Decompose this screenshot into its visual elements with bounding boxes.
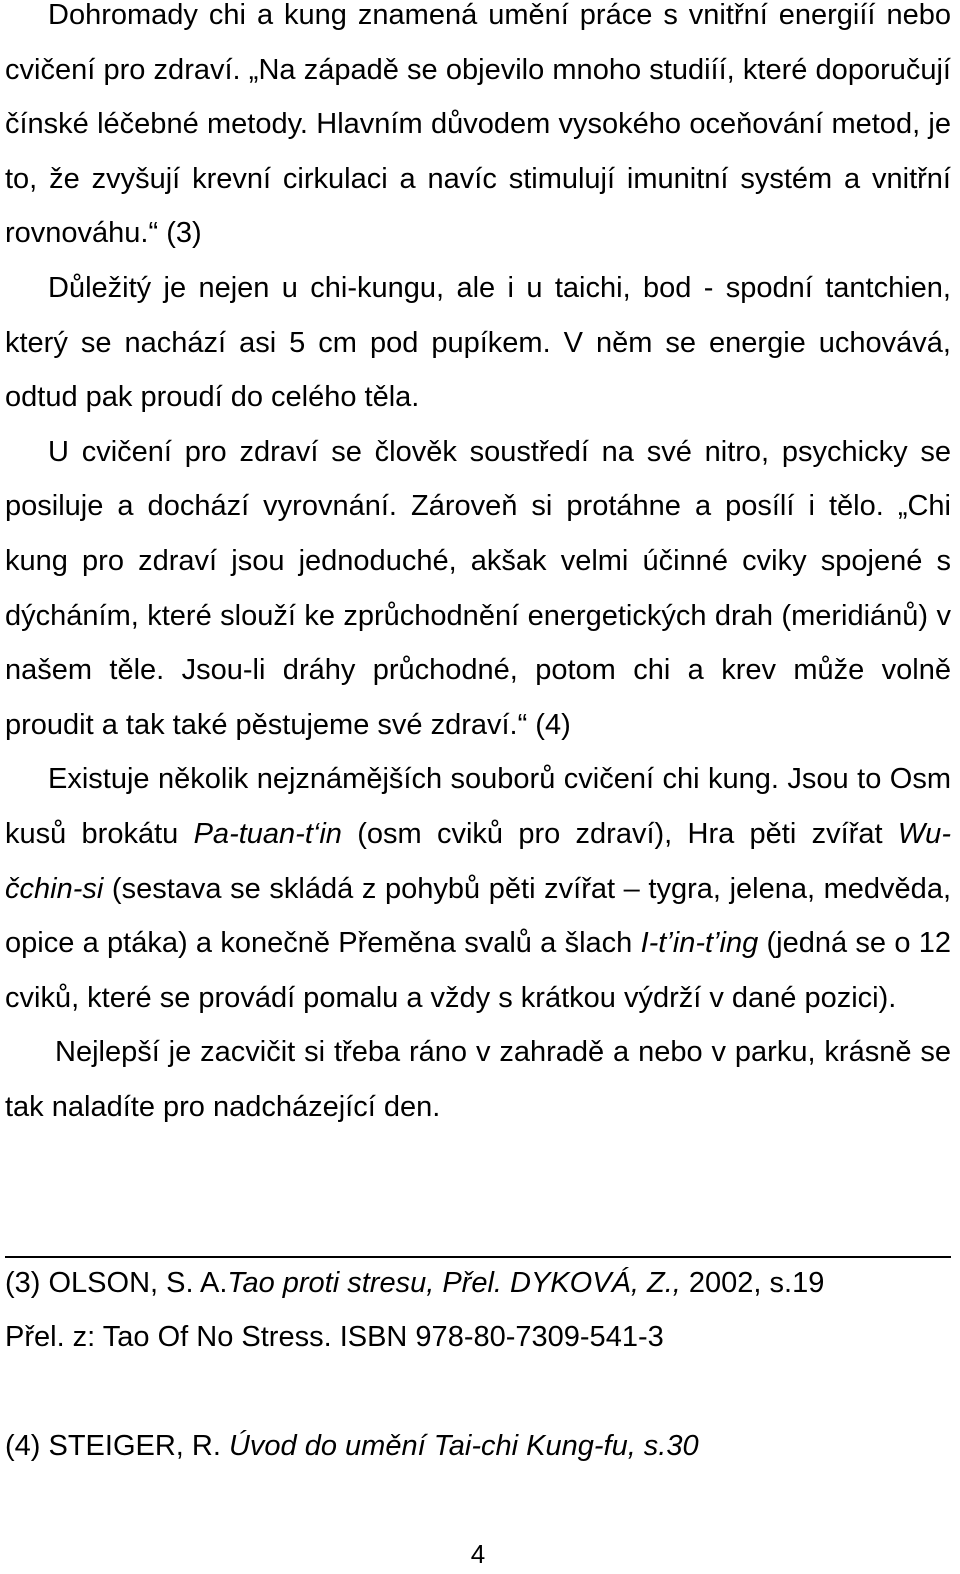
text-run: 2002, s.19 xyxy=(680,1267,825,1299)
italic-term-i-tin: I-t’in-t’ing xyxy=(640,927,759,960)
text-run: (jedná se o 12 cviků, které se provádí pomalu a vždy s krátkou výdrží v dané pozici). xyxy=(5,927,951,1014)
paragraph-health-exercise: U cvičení pro zdraví se člověk soustředí na své nitro, psychicky se posiluje a dochází vyrovnání. Zároveň si protáhne a posílí i tělo. „Chi kung pro zdraví jsou jednoduché, akšak velmi účinné cviky spojené s dýcháním, které slouží ke zprůchodnění energetických drah (meridiánů) v našem těle. Jsou-li dráhy průchodné, potom chi a krev může volně proudit a tak také pěstujeme své zdraví.“ (4) xyxy=(5,435,951,741)
text-run: (sestava se skládá z pohybů pěti zvířat – tygra, jelena, medvěda, opice a ptáka) a konečně Přeměna svalů a šlach xyxy=(5,872,951,960)
paragraph-morning-exercise: Nejlepší je zacvičit si třeba ráno v zahradě a nebo v parku, krásně se tak naladíte pro nadcházející den. xyxy=(5,1036,951,1123)
text-run: (3) OLSON, S. A. xyxy=(5,1267,228,1299)
italic-term-pa-tuan: Pa-tuan-t‘in xyxy=(193,817,342,850)
italic-title: Tao proti stresu, Přel. DYKOVÁ, Z., xyxy=(227,1267,681,1299)
document-page xyxy=(5,0,951,1462)
text-run: Existuje několik nejznámějších souborů cvičení chi kung. Jsou to Osm kusů brokátu xyxy=(5,763,951,850)
paragraph-tantchien: Důležitý je nejen u chi-kungu, ale i u taichi, bod - spodní tantchien, který se nachází asi 5 cm pod pupíkem. V něm se energie uchovává, odtud pak proudí do celého těla. xyxy=(5,271,951,414)
footnote-3 xyxy=(5,1256,824,1311)
page-number: 4 xyxy=(470,1539,486,1569)
paragraph-chi-kung-meaning: Dohromady chi a kung znamená umění práce s vnitřní energiíí nebo cvičení pro zdraví. „Na západě se objevilo mnoho studiíí, které doporučují čínské léčebné metody. Hlavním důvodem vysokého oceňování metod, je to, že zvyšují krevní cirkulaci a navíc stimulují imunitní systém a vnitřní rovnováhu.“ (3) xyxy=(5,0,951,250)
body-text xyxy=(5,0,951,1134)
paragraph-exercise-sets xyxy=(5,752,951,1025)
italic-title: Úvod do umění Tai-chi Kung-fu, s.30 xyxy=(228,1430,699,1462)
text-run: (4) STEIGER, R. xyxy=(5,1430,229,1462)
text-run: (osm cviků pro zdraví), Hra pěti zvířat xyxy=(341,817,898,850)
footnote-3-line-2: Přel. z: Tao Of No Stress. ISBN 978-80-7309-541-3 xyxy=(5,1321,664,1353)
footnote-4 xyxy=(5,1419,699,1474)
italic-term-wu-cchin: Wu-čchin-si xyxy=(5,817,951,905)
